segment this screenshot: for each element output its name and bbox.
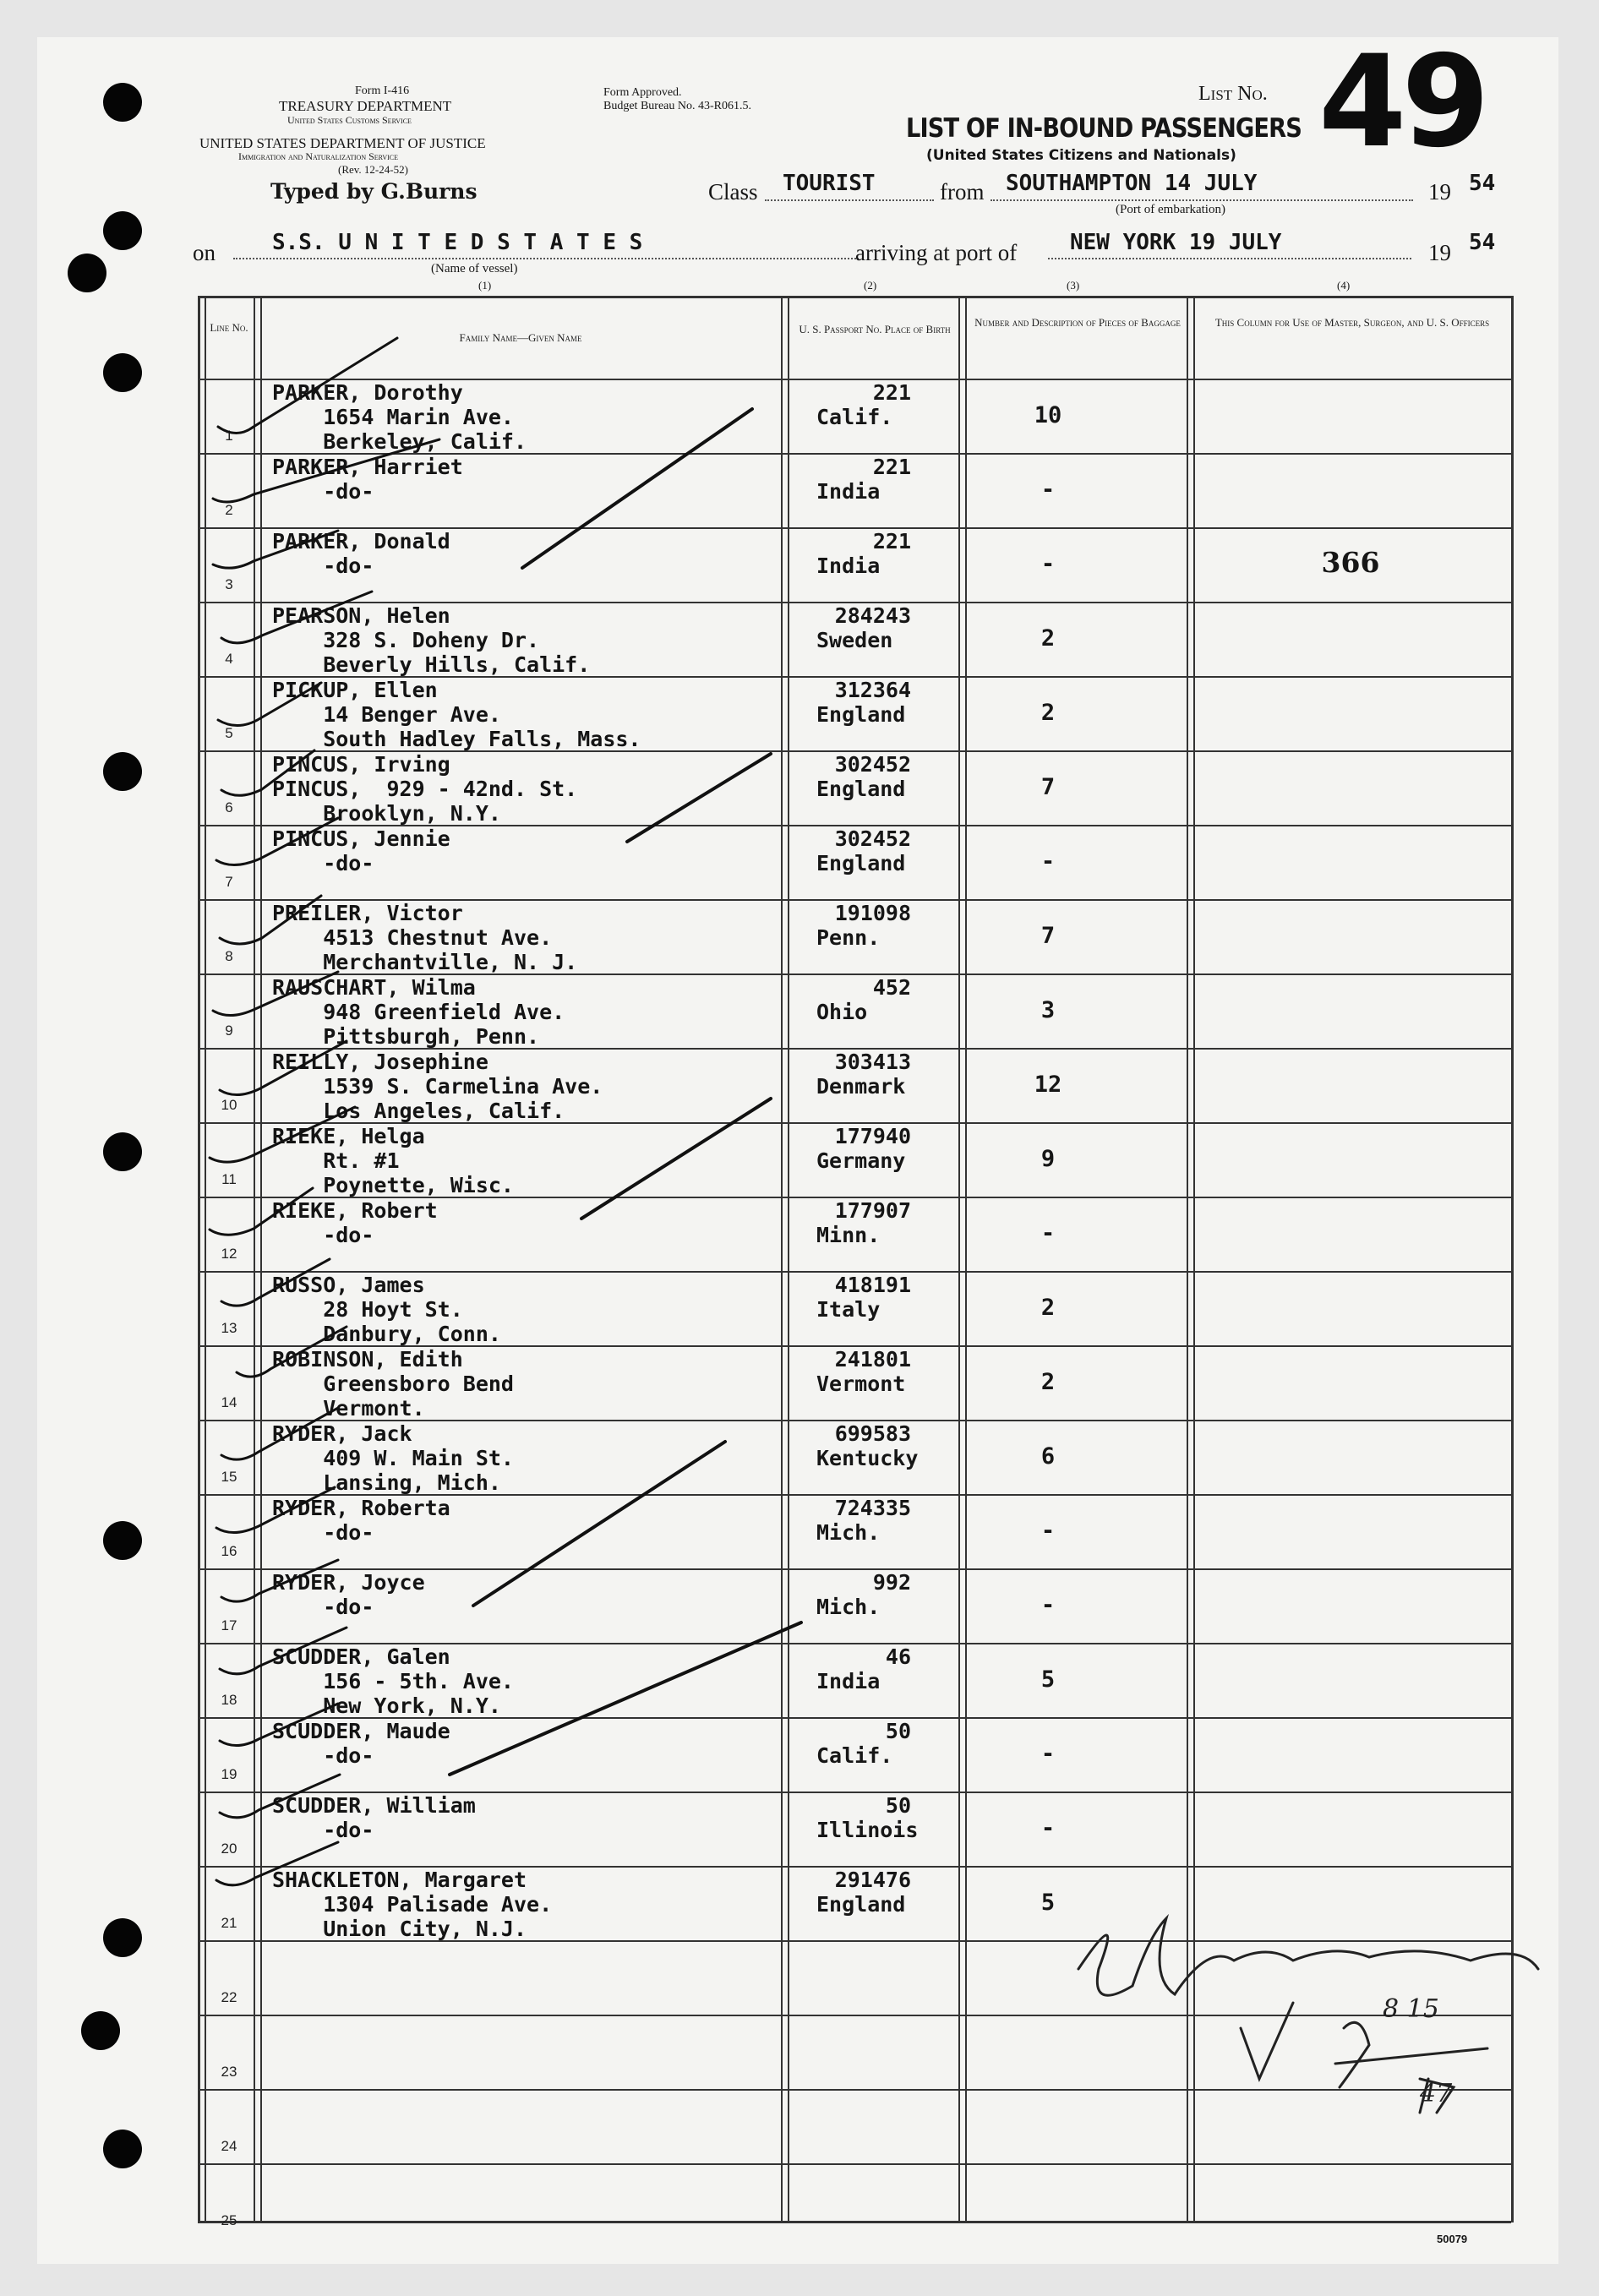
passenger-name: SCUDDER, Galen 156 - 5th. Ave. New York, N.Y. — [272, 1644, 514, 1718]
passport-birthplace — [816, 826, 952, 875]
budget-bureau: Budget Bureau No. 43-R061.5. — [603, 100, 751, 112]
punch-hole-9 — [81, 2011, 120, 2050]
baggage-count: - — [1040, 1741, 1056, 1767]
manifest-page — [37, 29, 1558, 2264]
place-of-birth: Illinois — [816, 1818, 919, 1842]
passport-number: 221 — [872, 380, 911, 405]
place-of-birth: Ohio — [816, 1000, 868, 1024]
place-of-birth: England — [816, 851, 906, 875]
year-suffix-2: 54 — [1469, 230, 1496, 255]
col-index-4: (4) — [1337, 279, 1351, 292]
punch-hole-3 — [68, 254, 106, 292]
year-suffix-1: 54 — [1469, 171, 1496, 196]
line-number: 13 — [221, 1320, 237, 1336]
passenger-name: RYDER, Joyce -do- — [272, 1570, 425, 1619]
baggage-count: 2 — [1040, 700, 1056, 726]
passenger-name: RAUSCHART, Wilma 948 Greenfield Ave. Pittsburgh, Penn. — [272, 975, 565, 1049]
passenger-name: REILLY, Josephine 1539 S. Carmelina Ave. Los Angeles, Calif. — [272, 1050, 603, 1123]
year-prefix-2: 19 — [1428, 240, 1451, 265]
passenger-name: PARKER, Dorothy 1654 Marin Ave. Berkeley, Calif. — [272, 380, 527, 454]
passport-number: 724335 — [834, 1496, 911, 1520]
passport-birthplace — [816, 1644, 952, 1693]
list-no-label: List No. — [1198, 83, 1268, 105]
typed-by: Typed by G.Burns — [270, 179, 478, 204]
passenger-name: PICKUP, Ellen 14 Benger Ave. South Hadley Falls, Mass. — [272, 678, 641, 751]
passport-number: 221 — [872, 529, 911, 554]
list-title: LIST OF IN-BOUND PASSENGERS — [906, 113, 1302, 144]
passport-number: 291476 — [834, 1868, 911, 1892]
baggage-count: - — [1040, 477, 1056, 503]
place-of-birth: Germany — [816, 1148, 906, 1173]
list-subtitle: (United States Citizens and Nationals) — [926, 147, 1236, 164]
col-header-name: Family Name—Given Name — [459, 331, 582, 344]
customs-service: United States Customs Service — [287, 114, 412, 126]
passenger-name: PINCUS, Jennie -do- — [272, 826, 450, 875]
passport-birthplace — [816, 1496, 952, 1545]
baggage-count: - — [1040, 1815, 1056, 1841]
form-number: Form I-416 — [355, 85, 410, 97]
passport-birthplace — [816, 603, 952, 652]
line-number: 24 — [221, 2138, 237, 2154]
passenger-name: RUSSO, James 28 Hoyt St. Danbury, Conn. — [272, 1273, 501, 1346]
line-number: 11 — [221, 1171, 237, 1187]
place-of-birth: England — [816, 702, 906, 727]
passport-birthplace — [816, 1050, 952, 1099]
baggage-count: 2 — [1040, 625, 1056, 652]
passenger-name: SHACKLETON, Margaret 1304 Palisade Ave. Union City, N.J. — [272, 1868, 553, 1941]
col-header-passport: U. S. Passport No. Place of Birth — [799, 323, 951, 335]
port-embarkation-caption: (Port of embarkation) — [1116, 203, 1225, 216]
passport-birthplace — [816, 380, 952, 429]
line-number: 14 — [221, 1394, 237, 1410]
line-number: 18 — [221, 1692, 237, 1708]
passport-birthplace — [816, 455, 952, 504]
arrival-value: NEW YORK 19 JULY — [1070, 230, 1282, 255]
passport-number: 221 — [872, 455, 911, 479]
place-of-birth: Mich. — [816, 1595, 881, 1619]
row-divider — [198, 2015, 1511, 2016]
year-prefix-1: 19 — [1428, 179, 1451, 205]
baggage-count: - — [1040, 1220, 1056, 1246]
passport-number: 46 — [885, 1644, 911, 1669]
place-of-birth: Italy — [816, 1297, 881, 1322]
line-number: 25 — [221, 2212, 237, 2228]
punch-hole-7 — [103, 1521, 142, 1560]
baggage-count: 2 — [1040, 1369, 1056, 1395]
baggage-count: 2 — [1040, 1295, 1056, 1321]
passport-birthplace — [816, 975, 952, 1024]
baggage-count: 6 — [1040, 1443, 1056, 1470]
list-number-stamp: 49 — [1318, 29, 1485, 176]
row-divider — [198, 2089, 1511, 2091]
passenger-name: RYDER, Jack 409 W. Main St. Lansing, Mich. — [272, 1421, 514, 1495]
line-number: 22 — [221, 1989, 237, 2005]
vessel-name: S.S. U N I T E D S T A T E S — [272, 230, 643, 255]
passport-birthplace — [816, 1198, 952, 1247]
place-of-birth: Vermont — [816, 1372, 906, 1396]
line-number: 4 — [225, 651, 233, 667]
place-of-birth: Sweden — [816, 628, 893, 652]
place-of-birth: India — [816, 554, 881, 578]
passenger-name: SCUDDER, William -do- — [272, 1793, 476, 1842]
punch-hole-4 — [103, 353, 142, 392]
passport-birthplace — [816, 529, 952, 578]
passenger-name: RIEKE, Helga Rt. #1 Poynette, Wisc. — [272, 1124, 514, 1197]
row-divider — [198, 2163, 1511, 2165]
col-header-line-no: Line No. — [210, 321, 248, 334]
place-of-birth: Penn. — [816, 925, 881, 950]
col-header-officers: This Column for Use of Master, Surgeon, and U. S. Officers — [1214, 316, 1490, 329]
treasury-dept: TREASURY DEPARTMENT — [279, 98, 452, 114]
punch-hole-1 — [103, 83, 142, 122]
line-number: 6 — [225, 799, 233, 815]
annotation-figure-bottom: 47 — [1420, 2079, 1453, 2108]
punch-hole-6 — [103, 1132, 142, 1171]
baggage-count: - — [1040, 1518, 1056, 1544]
embark-underline — [991, 199, 1413, 201]
passenger-name: PINCUS, Irving PINCUS, 929 - 42nd. St. Brooklyn, N.Y. — [272, 752, 578, 826]
embarkation-value: SOUTHAMPTON 14 JULY — [1006, 171, 1258, 196]
passenger-name: SCUDDER, Maude -do- — [272, 1719, 450, 1768]
baggage-count: 12 — [1034, 1072, 1062, 1098]
passport-number: 312364 — [834, 678, 911, 702]
baggage-count: 7 — [1040, 923, 1056, 949]
punch-hole-5 — [103, 752, 142, 791]
passport-birthplace — [816, 1868, 952, 1917]
revision-date: (Rev. 12-24-52) — [338, 163, 408, 176]
punch-hole-8 — [103, 1918, 142, 1957]
place-of-birth: India — [816, 479, 881, 504]
class-underline — [765, 199, 934, 201]
col-index-1: (1) — [478, 279, 492, 292]
place-of-birth: Calif. — [816, 405, 893, 429]
passport-number: 177907 — [834, 1198, 911, 1223]
passport-number: 992 — [872, 1570, 911, 1595]
passport-number: 418191 — [834, 1273, 911, 1297]
place-of-birth: Mich. — [816, 1520, 881, 1545]
passport-birthplace — [816, 1793, 952, 1842]
arrival-underline — [1048, 258, 1411, 259]
baggage-count: - — [1040, 1592, 1056, 1618]
passenger-name: RYDER, Roberta -do- — [272, 1496, 450, 1545]
passenger-name: RIEKE, Robert -do- — [272, 1198, 438, 1247]
passport-number: 303413 — [834, 1050, 911, 1074]
passport-birthplace — [816, 678, 952, 727]
passport-birthplace — [816, 752, 952, 801]
line-number: 23 — [221, 2064, 237, 2080]
passport-number: 699583 — [834, 1421, 911, 1446]
line-number: 8 — [225, 948, 233, 964]
baggage-count: 10 — [1034, 402, 1062, 428]
passport-number: 241801 — [834, 1347, 911, 1372]
passport-number: 302452 — [834, 826, 911, 851]
baggage-count: 5 — [1040, 1666, 1056, 1693]
passport-birthplace — [816, 1570, 952, 1619]
punch-hole-2 — [103, 211, 142, 250]
passenger-name: PREILER, Victor 4513 Chestnut Ave. Merchantville, N. J. — [272, 901, 578, 974]
form-code: 50079 — [1437, 2233, 1468, 2245]
line-number: 15 — [221, 1469, 237, 1485]
place-of-birth: Minn. — [816, 1223, 881, 1247]
passenger-name: PARKER, Harriet -do- — [272, 455, 463, 504]
place-of-birth: Kentucky — [816, 1446, 919, 1470]
passenger-name: PEARSON, Helen 328 S. Doheny Dr. Beverly Hills, Calif. — [272, 603, 591, 677]
passport-number: 191098 — [834, 901, 911, 925]
line-number: 19 — [221, 1766, 237, 1782]
passport-number: 302452 — [834, 752, 911, 777]
line-number: 16 — [221, 1543, 237, 1559]
baggage-count: 5 — [1040, 1890, 1056, 1916]
line-number: 2 — [225, 502, 233, 518]
line-number: 5 — [225, 725, 233, 741]
passport-birthplace — [816, 1124, 952, 1173]
col-header-baggage: Number and Description of Pieces of Baggage — [974, 316, 1181, 329]
on-label: on — [193, 240, 216, 265]
passport-number: 452 — [872, 975, 911, 1000]
baggage-count: 7 — [1040, 774, 1056, 800]
place-of-birth: India — [816, 1669, 881, 1693]
justice-dept: UNITED STATES DEPARTMENT OF JUSTICE — [199, 135, 486, 151]
passport-birthplace — [816, 901, 952, 950]
form-approved: Form Approved. — [603, 86, 682, 99]
punch-hole-10 — [103, 2130, 142, 2168]
place-of-birth: Calif. — [816, 1743, 893, 1768]
vessel-caption: (Name of vessel) — [431, 262, 518, 275]
line-number: 7 — [225, 874, 233, 890]
passport-birthplace — [816, 1273, 952, 1322]
baggage-count: - — [1040, 848, 1056, 875]
row-divider — [198, 1940, 1511, 1942]
line-number: 9 — [225, 1023, 233, 1039]
place-of-birth: England — [816, 1892, 906, 1917]
place-of-birth: Denmark — [816, 1074, 906, 1099]
passenger-name: ROBINSON, Edith Greensboro Bend Vermont. — [272, 1347, 514, 1421]
class-value: TOURIST — [783, 171, 876, 196]
passport-birthplace — [816, 1719, 952, 1768]
col-index-2: (2) — [864, 279, 877, 292]
col-index-3: (3) — [1067, 279, 1080, 292]
baggage-count: 9 — [1040, 1146, 1056, 1172]
line-number: 10 — [221, 1097, 237, 1113]
from-label: from — [940, 179, 985, 205]
line-number: 1 — [225, 428, 233, 444]
baggage-count: - — [1040, 551, 1056, 577]
vessel-underline — [233, 258, 859, 259]
place-of-birth: England — [816, 777, 906, 801]
officer-note: 366 — [1321, 546, 1380, 579]
arriving-label: arriving at port of — [855, 240, 1018, 265]
passport-number: 177940 — [834, 1124, 911, 1148]
passenger-name: PARKER, Donald -do- — [272, 529, 450, 578]
passport-birthplace — [816, 1421, 952, 1470]
annotation-figure-top: 8 15 — [1383, 1994, 1439, 2024]
line-number: 12 — [221, 1246, 237, 1262]
line-number: 3 — [225, 576, 233, 592]
passport-number: 50 — [885, 1793, 911, 1818]
line-number: 21 — [221, 1915, 237, 1931]
class-label: Class — [708, 179, 758, 205]
line-number: 17 — [221, 1617, 237, 1633]
passport-birthplace — [816, 1347, 952, 1396]
line-number: 20 — [221, 1841, 237, 1857]
baggage-count: 3 — [1040, 997, 1056, 1023]
ins-service: Immigration and Naturalization Service — [238, 150, 399, 162]
passport-number: 50 — [885, 1719, 911, 1743]
passport-number: 284243 — [834, 603, 911, 628]
